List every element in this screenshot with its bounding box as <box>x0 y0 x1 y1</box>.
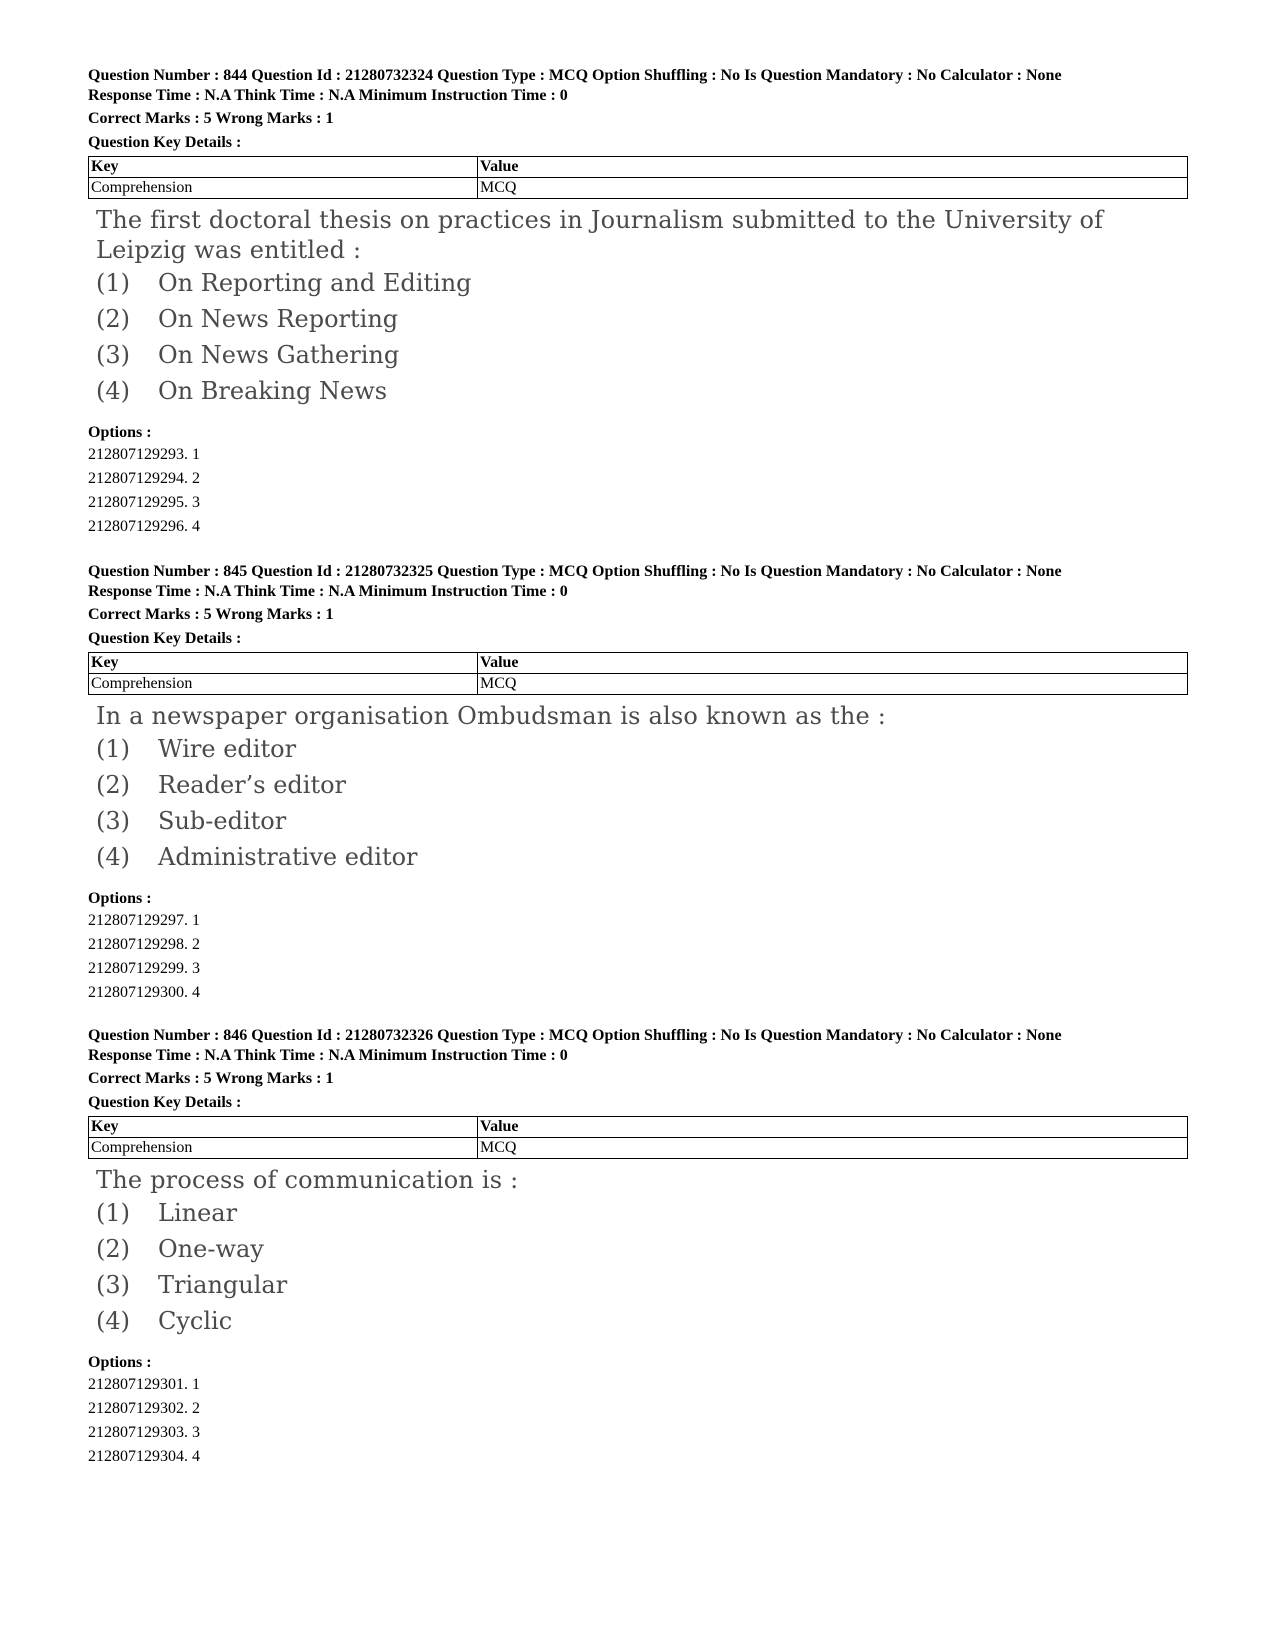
key-details-table <box>88 1116 1188 1159</box>
choice-number: (4) <box>96 1307 130 1335</box>
choice-text: Wire editor <box>158 735 297 763</box>
choice-item <box>96 803 1188 839</box>
choice-item <box>96 767 1188 803</box>
question-marks: Correct Marks : 5 Wrong Marks : 1 <box>88 1070 334 1087</box>
choice-text: On Reporting and Editing <box>158 269 472 297</box>
question-block-844 <box>88 66 1188 539</box>
question-meta-line2: Response Time : N.A Think Time : N.A Minimum Instruction Time : 0 <box>88 1047 568 1064</box>
option-id: 212807129304. 4 <box>88 1448 200 1465</box>
choice-number: (2) <box>96 771 130 799</box>
question-content <box>88 1165 1188 1339</box>
choice-number: (1) <box>96 735 130 763</box>
choice-text: On Breaking News <box>158 377 388 405</box>
choice-item <box>96 301 1188 337</box>
question-stem: In a newspaper organisation Ombudsman is also known as the : <box>96 702 887 730</box>
choice-number: (1) <box>96 269 130 297</box>
options-label: Options : <box>88 424 152 441</box>
option-id: 212807129303. 3 <box>88 1424 200 1441</box>
question-marks: Correct Marks : 5 Wrong Marks : 1 <box>88 606 334 623</box>
table-header-row <box>89 1117 1188 1138</box>
table-cell-value: MCQ <box>478 674 1188 695</box>
option-id: 212807129299. 3 <box>88 960 200 977</box>
question-content <box>88 205 1188 409</box>
table-header-value: Value <box>478 157 1188 178</box>
option-id: 212807129300. 4 <box>88 984 200 1001</box>
choice-item <box>96 1267 1188 1303</box>
choice-text: On News Gathering <box>158 341 400 369</box>
question-stem: The process of communication is : <box>96 1166 519 1194</box>
table-cell-key: Comprehension <box>89 674 478 695</box>
question-meta-line2: Response Time : N.A Think Time : N.A Minimum Instruction Time : 0 <box>88 87 568 104</box>
choice-item <box>96 373 1188 409</box>
question-content <box>88 701 1188 875</box>
key-details-label: Question Key Details : <box>88 134 242 151</box>
table-row <box>89 178 1188 199</box>
choice-number: (4) <box>96 843 130 871</box>
options-label: Options : <box>88 890 152 907</box>
key-details-table <box>88 652 1188 695</box>
table-cell-key: Comprehension <box>89 1138 478 1159</box>
choice-item <box>96 1231 1188 1267</box>
table-row <box>89 674 1188 695</box>
choice-number: (3) <box>96 341 130 369</box>
option-id: 212807129293. 1 <box>88 446 200 463</box>
choice-text: Triangular <box>158 1271 288 1299</box>
table-header-key: Key <box>89 1117 478 1138</box>
question-block-845 <box>88 562 1188 1005</box>
table-cell-value: MCQ <box>478 1138 1188 1159</box>
key-details-label: Question Key Details : <box>88 1094 242 1111</box>
choice-number: (2) <box>96 1235 130 1263</box>
question-meta-line2: Response Time : N.A Think Time : N.A Minimum Instruction Time : 0 <box>88 583 568 600</box>
choice-item <box>96 265 1188 301</box>
option-id: 212807129302. 2 <box>88 1400 200 1417</box>
choice-text: Administrative editor <box>158 843 418 871</box>
key-details-table <box>88 156 1188 199</box>
choice-item <box>96 337 1188 373</box>
table-header-value: Value <box>478 1117 1188 1138</box>
choice-number: (4) <box>96 377 130 405</box>
question-meta-line1: Question Number : 844 Question Id : 21280732324 Question Type : MCQ Option Shuffling : No Is Question Mandatory : No Calculator : None <box>88 67 1062 84</box>
option-id: 212807129297. 1 <box>88 912 200 929</box>
choice-text: Cyclic <box>158 1307 233 1335</box>
choice-item <box>96 1303 1188 1339</box>
question-stem: The first doctoral thesis on practices in Journalism submitted to the University of Leipzig was entitled : <box>96 206 1104 264</box>
choice-text: One-way <box>158 1235 264 1263</box>
choice-item <box>96 731 1188 767</box>
table-row <box>89 1138 1188 1159</box>
choice-text: Linear <box>158 1199 238 1227</box>
option-id: 212807129295. 3 <box>88 494 200 511</box>
option-id: 212807129301. 1 <box>88 1376 200 1393</box>
table-header-value: Value <box>478 653 1188 674</box>
question-block-846 <box>88 1026 1188 1469</box>
question-marks: Correct Marks : 5 Wrong Marks : 1 <box>88 110 334 127</box>
table-header-key: Key <box>89 157 478 178</box>
choice-number: (2) <box>96 305 130 333</box>
option-id: 212807129296. 4 <box>88 518 200 535</box>
question-meta-line1: Question Number : 845 Question Id : 21280732325 Question Type : MCQ Option Shuffling : No Is Question Mandatory : No Calculator : None <box>88 563 1062 580</box>
table-cell-key: Comprehension <box>89 178 478 199</box>
choice-item <box>96 839 1188 875</box>
choice-number: (3) <box>96 807 130 835</box>
table-header-row <box>89 157 1188 178</box>
choice-item <box>96 1195 1188 1231</box>
choice-number: (1) <box>96 1199 130 1227</box>
choice-text: Sub-editor <box>158 807 287 835</box>
table-cell-value: MCQ <box>478 178 1188 199</box>
option-id: 212807129298. 2 <box>88 936 200 953</box>
question-meta-line1: Question Number : 846 Question Id : 21280732326 Question Type : MCQ Option Shuffling : No Is Question Mandatory : No Calculator : None <box>88 1027 1062 1044</box>
table-header-key: Key <box>89 653 478 674</box>
choice-number: (3) <box>96 1271 130 1299</box>
choice-text: On News Reporting <box>158 305 399 333</box>
option-id: 212807129294. 2 <box>88 470 200 487</box>
options-label: Options : <box>88 1354 152 1371</box>
key-details-label: Question Key Details : <box>88 630 242 647</box>
table-header-row <box>89 653 1188 674</box>
choice-text: Reader’s editor <box>158 771 347 799</box>
